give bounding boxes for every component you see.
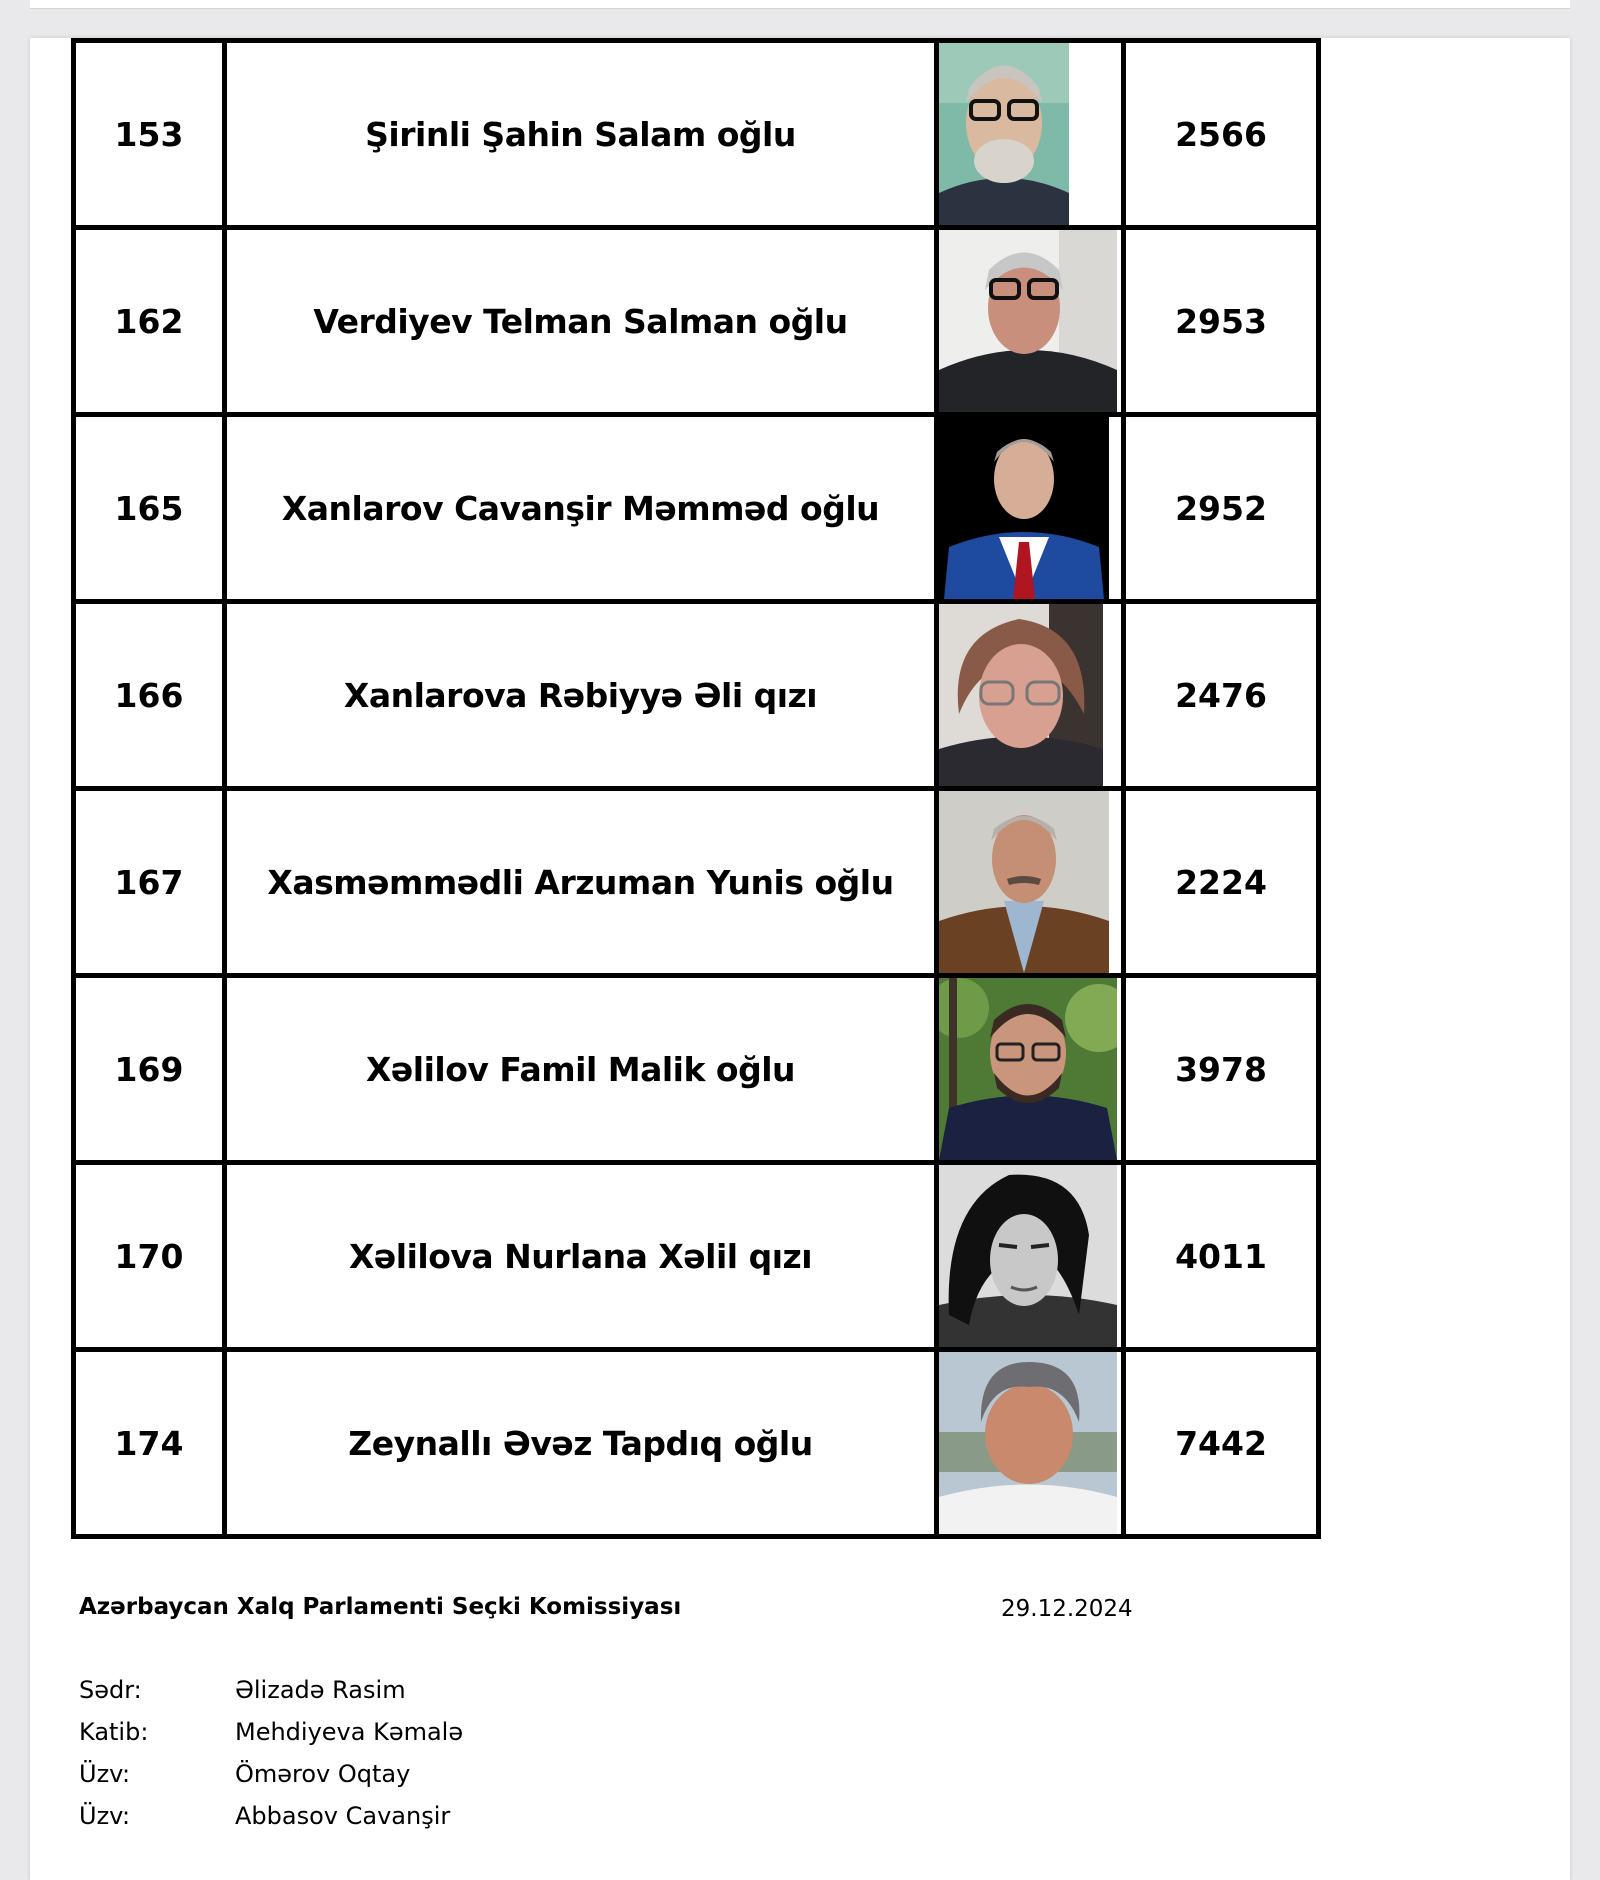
signatory-name: Abbasov Cavanşir bbox=[235, 1802, 451, 1830]
candidate-number: 174 bbox=[74, 1350, 225, 1537]
candidate-name: Verdiyev Telman Salman oğlu bbox=[225, 228, 937, 415]
signatory-row bbox=[79, 1718, 463, 1746]
candidate-photo bbox=[939, 43, 1069, 225]
candidate-photo-cell bbox=[937, 1163, 1124, 1350]
results-table bbox=[71, 38, 1321, 1539]
previous-page-edge bbox=[30, 0, 1570, 9]
candidate-number: 166 bbox=[74, 602, 225, 789]
candidate-number: 153 bbox=[74, 41, 225, 228]
candidate-photo bbox=[939, 791, 1109, 973]
vote-count: 4011 bbox=[1124, 1163, 1319, 1350]
table-row bbox=[74, 228, 1319, 415]
signatory-name: Ömərov Oqtay bbox=[235, 1760, 411, 1788]
table-row bbox=[74, 789, 1319, 976]
candidate-number: 162 bbox=[74, 228, 225, 415]
table-row bbox=[74, 1350, 1319, 1537]
candidate-photo-cell bbox=[937, 789, 1124, 976]
candidate-photo bbox=[939, 230, 1117, 412]
candidate-photo bbox=[939, 1352, 1117, 1534]
candidate-name: Zeynallı Əvəz Tapdıq oğlu bbox=[225, 1350, 937, 1537]
signatory-role: Katib: bbox=[79, 1718, 149, 1746]
vote-count: 2224 bbox=[1124, 789, 1319, 976]
candidate-name: Xəlilov Famil Malik oğlu bbox=[225, 976, 937, 1163]
candidate-photo bbox=[939, 417, 1109, 599]
table-row bbox=[74, 976, 1319, 1163]
candidate-name: Şirinli Şahin Salam oğlu bbox=[225, 41, 937, 228]
table-row bbox=[74, 41, 1319, 228]
candidate-photo-cell bbox=[937, 41, 1124, 228]
candidate-name: Xanlarov Cavanşir Məmməd oğlu bbox=[225, 415, 937, 602]
table-row bbox=[74, 415, 1319, 602]
signatory-row bbox=[79, 1802, 450, 1830]
candidate-photo-cell bbox=[937, 415, 1124, 602]
signatory-row bbox=[79, 1676, 406, 1704]
commission-name: Azərbaycan Xalq Parlamenti Seçki Komissiyası bbox=[79, 1594, 682, 1620]
vote-count: 7442 bbox=[1124, 1350, 1319, 1537]
candidate-photo-cell bbox=[937, 602, 1124, 789]
candidate-number: 167 bbox=[74, 789, 225, 976]
signatory-role: Sədr: bbox=[79, 1676, 142, 1704]
vote-count: 2566 bbox=[1124, 41, 1319, 228]
vote-count: 2953 bbox=[1124, 228, 1319, 415]
signatory-row bbox=[79, 1760, 410, 1788]
candidate-name: Xəlilova Nurlana Xəlil qızı bbox=[225, 1163, 937, 1350]
table-row bbox=[74, 602, 1319, 789]
candidate-number: 169 bbox=[74, 976, 225, 1163]
vote-count: 2952 bbox=[1124, 415, 1319, 602]
table-row bbox=[74, 1163, 1319, 1350]
candidate-number: 170 bbox=[74, 1163, 225, 1350]
vote-count: 2476 bbox=[1124, 602, 1319, 789]
vote-count: 3978 bbox=[1124, 976, 1319, 1163]
signatory-role: Üzv: bbox=[79, 1802, 131, 1830]
candidate-photo bbox=[939, 978, 1117, 1160]
candidate-photo bbox=[939, 1165, 1117, 1347]
candidate-number: 165 bbox=[74, 415, 225, 602]
candidate-photo-cell bbox=[937, 228, 1124, 415]
document-date: 29.12.2024 bbox=[1001, 1596, 1133, 1622]
candidate-photo-cell bbox=[937, 1350, 1124, 1537]
document-page bbox=[30, 38, 1570, 1880]
candidate-name: Xanlarova Rəbiyyə Əli qızı bbox=[225, 602, 937, 789]
candidate-name: Xasməmmədli Arzuman Yunis oğlu bbox=[225, 789, 937, 976]
signatory-name: Əlizadə Rasim bbox=[235, 1676, 406, 1704]
candidate-photo-cell bbox=[937, 976, 1124, 1163]
signatory-name: Mehdiyeva Kəmalə bbox=[235, 1718, 464, 1746]
signatory-role: Üzv: bbox=[79, 1760, 131, 1788]
candidate-photo bbox=[939, 604, 1103, 786]
